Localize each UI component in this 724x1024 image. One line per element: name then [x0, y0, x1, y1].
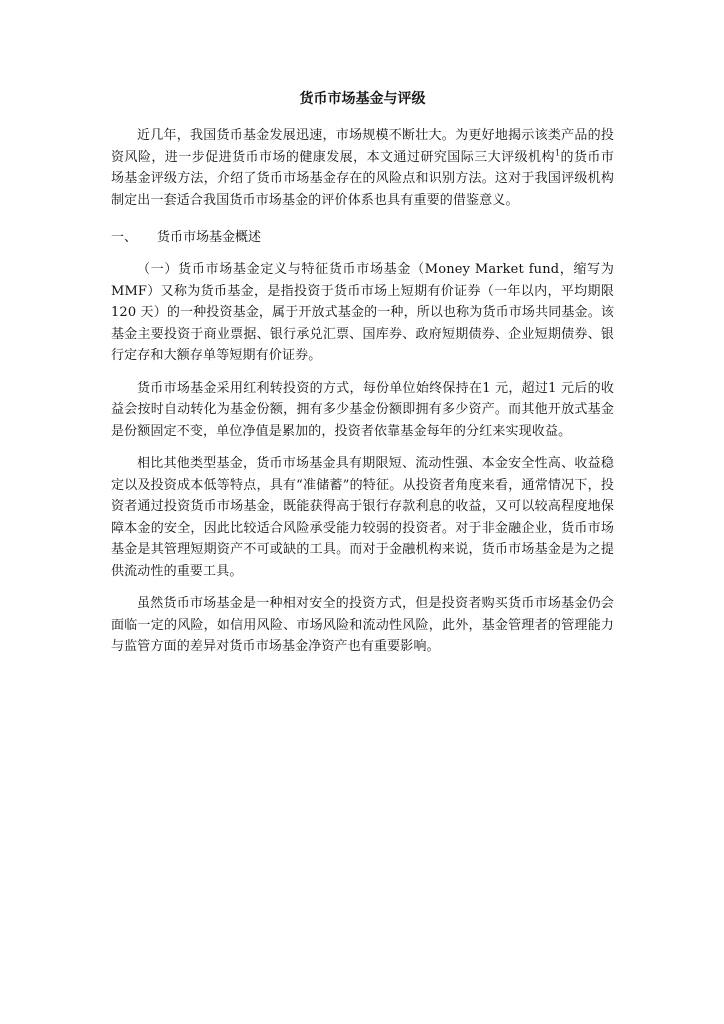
section-title: 货币市场基金概述: [157, 230, 262, 245]
paragraph-definition: （一）货币市场基金定义与特征货币市场基金（Money Market fund，缩写为MMF）又称为货币基金，是指投资于货币市场上短期有价证券（一年以内，平均期限120 天）的一种投资基金，属于开放式基金的一种，所以也称为货币市场共同基金。该基金主要投资于商业票据、银行承兑汇票、国库券、政府短期债券、企业短期债券、银行定存和大额存单等短期有价证券。: [111, 262, 614, 363]
intro-paragraph: [111, 125, 614, 211]
paragraph-dividend: 货币市场基金采用红利转投资的方式，每份单位始终保持在1 元，超过1 元后的收益会按时自动转化为基金份额，拥有多少基金份额即拥有多少资产。而其他开放式基金是份额固定不变，单位净值是累加的，投资者依靠基金每年的分红来实现收益。: [111, 380, 614, 439]
paragraph-risks: 虽然货币市场基金是一种相对安全的投资方式，但是投资者购买货币市场基金仍会面临一定的风险，如信用风险、市场风险和流动性风险，此外，基金管理者的管理能力与监管方面的差异对货币市场基金净资产也有重要影响。: [111, 596, 614, 654]
footnote-marker: 1: [554, 148, 561, 158]
intro-text-start: 近几年，我国货币基金发展迅速，市场规模不断壮大。为更好地揭示该类产品的投资风险，进一步促进货币市场的健康发展，本文通过研究国际三大评级机构: [111, 128, 614, 165]
intro-text-end: 的货币市场基金评级方法，介绍了货币市场基金存在的风险点和识别方法。这对于我国评级机构制定出一套适合我国货币市场基金的评价体系也具有重要的借鉴意义。: [111, 149, 614, 208]
paragraph-features: 相比其他类型基金，货币市场基金具有期限短、流动性强、本金安全性高、收益稳定以及投资成本低等特点，具有“准储蓄”的特征。从投资者角度来看，通常情况下，投资者通过投资货币市场基金，既能获得高于银行存款利息的收益，又可以较高程度地保障本金的安全，因此比较适合风险承受能力较弱的投资者。对于非金融企业，货币市场基金是其管理短期资产不可或缺的工具。而对于金融机构来说，货币市场基金是为之提供流动性的重要工具。: [111, 456, 614, 579]
section-heading: [111, 227, 614, 249]
document-body: [111, 88, 614, 669]
section-number: 一、: [111, 230, 138, 245]
document-title: 货币市场基金与评级: [299, 91, 426, 107]
